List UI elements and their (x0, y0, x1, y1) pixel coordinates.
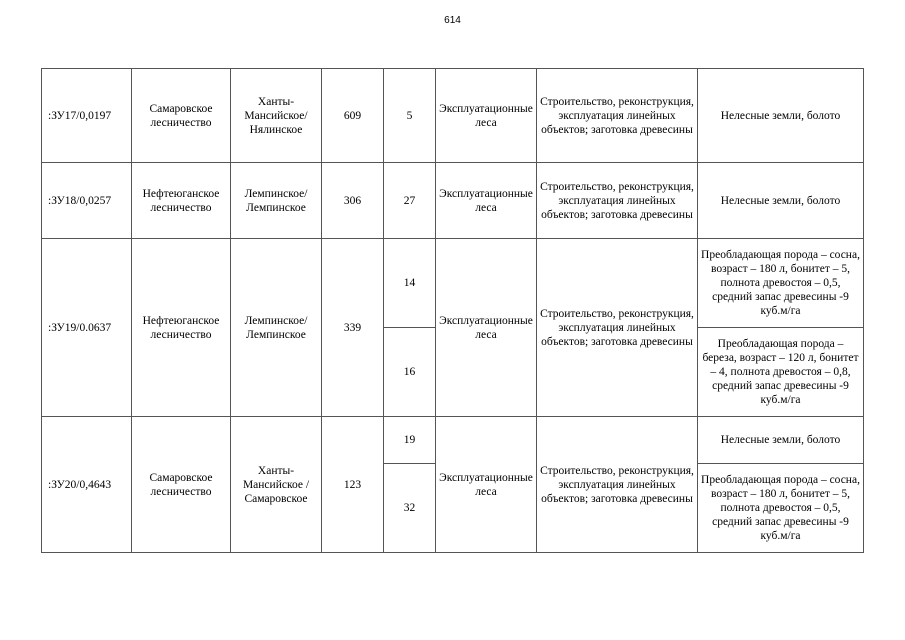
plot-id-cell: :ЗУ20/0,4643 (42, 417, 132, 553)
land-plots-table (41, 68, 864, 553)
district-cell: Лемпинское/ Лемпинское (231, 163, 322, 239)
district-cell: Лемпинское/ Лемпинское (231, 239, 322, 417)
parcel-cell: 5 (384, 69, 436, 163)
district-cell: Ханты-Мансийское /Самаровское (231, 417, 322, 553)
forestry-cell: Нефтеюганское лесничество (132, 163, 231, 239)
block-cell: 306 (322, 163, 384, 239)
plot-id-cell: :ЗУ18/0,0257 (42, 163, 132, 239)
description-cell: Нелесные земли, болото (698, 417, 864, 464)
parcel-cell: 14 (384, 239, 436, 328)
table-row (42, 69, 864, 163)
purpose-cell: Строительство, реконструкция, эксплуатация линейных объектов; заготовка древесины (537, 239, 698, 417)
parcel-cell: 27 (384, 163, 436, 239)
description-cell: Нелесные земли, болото (698, 69, 864, 163)
block-cell: 339 (322, 239, 384, 417)
forest-type-cell: Эксплуатационные леса (436, 163, 537, 239)
description-cell: Преобладающая порода – сосна, возраст – 180 л, бонитет – 5, полнота древостоя – 0,5, средний запас древесины -9 куб.м/га (698, 239, 864, 328)
table-row (42, 163, 864, 239)
plot-id-cell: :ЗУ17/0,0197 (42, 69, 132, 163)
parcel-cell: 32 (384, 464, 436, 553)
forestry-cell: Самаровское лесничество (132, 417, 231, 553)
forest-type-cell: Эксплуатационные леса (436, 417, 537, 553)
forestry-cell: Нефтеюганское лесничество (132, 239, 231, 417)
table-row (42, 239, 864, 328)
table-row (42, 417, 864, 464)
page-number: 614 (444, 15, 461, 26)
purpose-cell: Строительство, реконструкция, эксплуатация линейных объектов; заготовка древесины (537, 69, 698, 163)
description-cell: Преобладающая порода – сосна, возраст – 180 л, бонитет – 5, полнота древостоя – 0,5, средний запас древесины -9 куб.м/га (698, 464, 864, 553)
district-cell: Ханты-Мансийское/ Нялинское (231, 69, 322, 163)
forest-type-cell: Эксплуатационные леса (436, 69, 537, 163)
forest-type-cell: Эксплуатационные леса (436, 239, 537, 417)
parcel-cell: 16 (384, 328, 436, 417)
description-cell: Преобладающая порода – береза, возраст – 120 л, бонитет – 4, полнота древостоя – 0,8, средний запас древесины -9 куб.м/га (698, 328, 864, 417)
forestry-cell: Самаровское лесничество (132, 69, 231, 163)
purpose-cell: Строительство, реконструкция, эксплуатация линейных объектов; заготовка древесины (537, 417, 698, 553)
block-cell: 609 (322, 69, 384, 163)
description-cell: Нелесные земли, болото (698, 163, 864, 239)
block-cell: 123 (322, 417, 384, 553)
parcel-cell: 19 (384, 417, 436, 464)
purpose-cell: Строительство, реконструкция, эксплуатация линейных объектов; заготовка древесины (537, 163, 698, 239)
plot-id-cell: :ЗУ19/0.0637 (42, 239, 132, 417)
